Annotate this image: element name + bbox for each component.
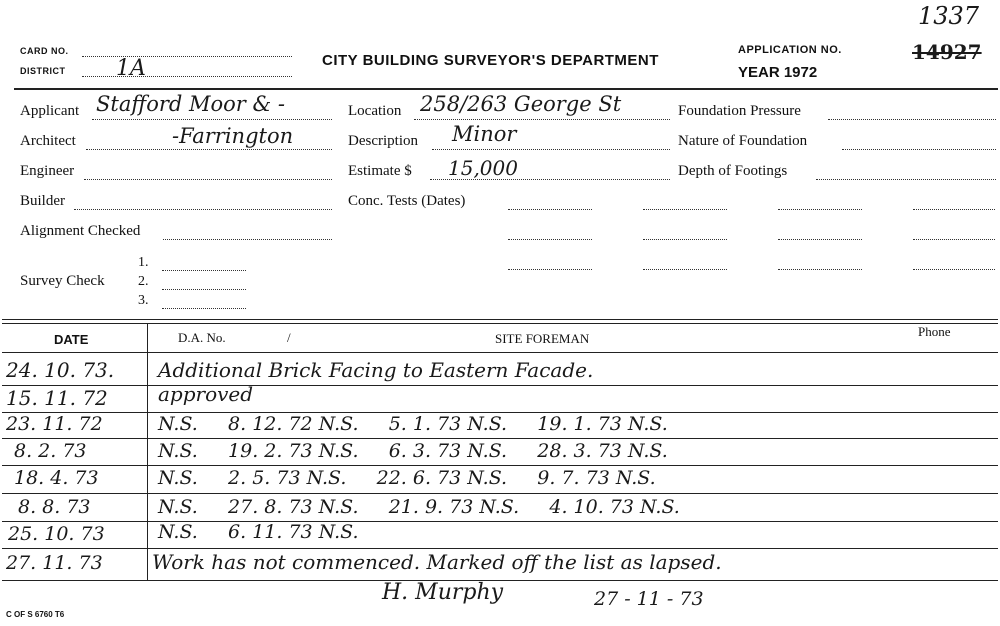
nature-foundation-label: Nature of Foundation xyxy=(678,133,808,149)
conc-line-1a xyxy=(508,209,592,210)
architect-line xyxy=(86,149,332,150)
row-date: 23. 11. 72 xyxy=(6,413,103,435)
description-label: Description xyxy=(348,133,418,149)
row-entry: approved xyxy=(158,382,254,406)
header-rule xyxy=(14,88,998,90)
card-no-label: CARD NO. xyxy=(20,46,69,56)
engineer-line xyxy=(84,179,332,180)
foundation-pressure-line xyxy=(828,119,996,120)
survey-line-2 xyxy=(162,289,246,290)
phone-header: Phone xyxy=(918,324,951,339)
table-top-rule-2 xyxy=(2,323,998,324)
architect-value: -Farrington xyxy=(172,124,294,148)
survey-num-2: 2. xyxy=(138,274,149,289)
row-date: 15. 11. 72 xyxy=(6,386,108,410)
survey-line-3 xyxy=(162,308,246,309)
form-code: C OF S 6760 T6 xyxy=(6,610,65,619)
description-value: Minor xyxy=(452,122,517,146)
row-entry: N.S. 19. 2. 73 N.S. 6. 3. 73 N.S. 28. 3. 73 N.S. xyxy=(158,440,668,462)
struck-number: 14927 xyxy=(912,40,982,64)
location-value: 258/263 George St xyxy=(420,92,622,116)
site-foreman-header: SITE FOREMAN xyxy=(495,331,590,346)
app-number-handwritten: 1337 xyxy=(918,2,980,30)
row-entry: N.S. 6. 11. 73 N.S. xyxy=(158,521,359,543)
row-entry: N.S. 8. 12. 72 N.S. 5. 1. 73 N.S. 19. 1. 73 N.S. xyxy=(158,413,668,435)
date-column-divider xyxy=(147,323,148,581)
application-no-label: APPLICATION NO. xyxy=(738,44,842,56)
survey-num-1: 1. xyxy=(138,255,149,270)
conc-line-3b xyxy=(643,269,727,270)
builder-line xyxy=(74,209,332,210)
row-rule xyxy=(2,385,998,386)
row-entry: Additional Brick Facing to Eastern Facade. xyxy=(158,358,594,382)
row-rule xyxy=(2,548,998,549)
conc-line-2c xyxy=(778,239,862,240)
applicant-value: Stafford Moor & - xyxy=(96,92,285,116)
signature: H. Murphy xyxy=(382,580,504,605)
table-top-rule xyxy=(2,319,998,320)
row-entry: Work has not commenced. Marked off the list as lapsed. xyxy=(152,550,722,574)
foundation-pressure-label: Foundation Pressure xyxy=(678,103,801,119)
survey-line-1 xyxy=(162,270,246,271)
row-rule xyxy=(2,465,998,466)
survey-num-3: 3. xyxy=(138,293,149,308)
estimate-label: Estimate $ xyxy=(348,163,412,179)
architect-label: Architect xyxy=(20,133,76,149)
row-rule xyxy=(2,493,998,494)
depth-footings-line xyxy=(816,179,996,180)
year-label: YEAR 1972 xyxy=(738,64,818,81)
department-title: CITY BUILDING SURVEYOR'S DEPARTMENT xyxy=(322,52,659,69)
row-date: 24. 10. 73. xyxy=(6,358,115,382)
builder-label: Builder xyxy=(20,193,65,209)
signature-date: 27 - 11 - 73 xyxy=(594,588,704,610)
estimate-value: 15,000 xyxy=(448,156,518,180)
survey-check-label: Survey Check xyxy=(20,273,105,289)
row-date: 18. 4. 73 xyxy=(14,467,99,489)
depth-footings-label: Depth of Footings xyxy=(678,163,788,179)
location-label: Location xyxy=(348,103,402,119)
card-no-line xyxy=(82,56,292,57)
date-header: DATE xyxy=(54,332,89,347)
conc-line-2b xyxy=(643,239,727,240)
engineer-label: Engineer xyxy=(20,163,75,179)
da-slash: / xyxy=(287,330,291,345)
row-rule xyxy=(2,438,998,439)
conc-line-2a xyxy=(508,239,592,240)
conc-line-1d xyxy=(913,209,995,210)
row-date: 25. 10. 73 xyxy=(8,523,105,545)
table-header-rule xyxy=(2,352,998,353)
row-date: 8. 8. 73 xyxy=(18,496,91,518)
conc-line-3c xyxy=(778,269,862,270)
da-no-header: D.A. No. xyxy=(178,330,226,345)
conc-line-3a xyxy=(508,269,592,270)
description-line xyxy=(432,149,670,150)
alignment-label: Alignment Checked xyxy=(20,223,141,239)
alignment-line xyxy=(163,239,332,240)
location-line xyxy=(414,119,670,120)
row-entry: N.S. 27. 8. 73 N.S. 21. 9. 73 N.S. 4. 10. 73 N.S. xyxy=(158,496,680,518)
applicant-line xyxy=(92,119,332,120)
district-line xyxy=(82,76,292,77)
conc-line-1b xyxy=(643,209,727,210)
row-rule xyxy=(2,521,998,522)
conc-line-2d xyxy=(913,239,995,240)
conc-line-3d xyxy=(913,269,995,270)
conc-line-1c xyxy=(778,209,862,210)
nature-foundation-line xyxy=(842,149,996,150)
district-value: 1A xyxy=(116,56,146,81)
row-date: 8. 2. 73 xyxy=(14,440,87,462)
district-label: DISTRICT xyxy=(20,66,66,76)
applicant-label: Applicant xyxy=(20,103,80,119)
row-entry: N.S. 2. 5. 73 N.S. 22. 6. 73 N.S. 9. 7. 73 N.S. xyxy=(158,467,656,489)
row-date: 27. 11. 73 xyxy=(6,552,103,574)
conc-tests-label: Conc. Tests (Dates) xyxy=(348,193,466,209)
